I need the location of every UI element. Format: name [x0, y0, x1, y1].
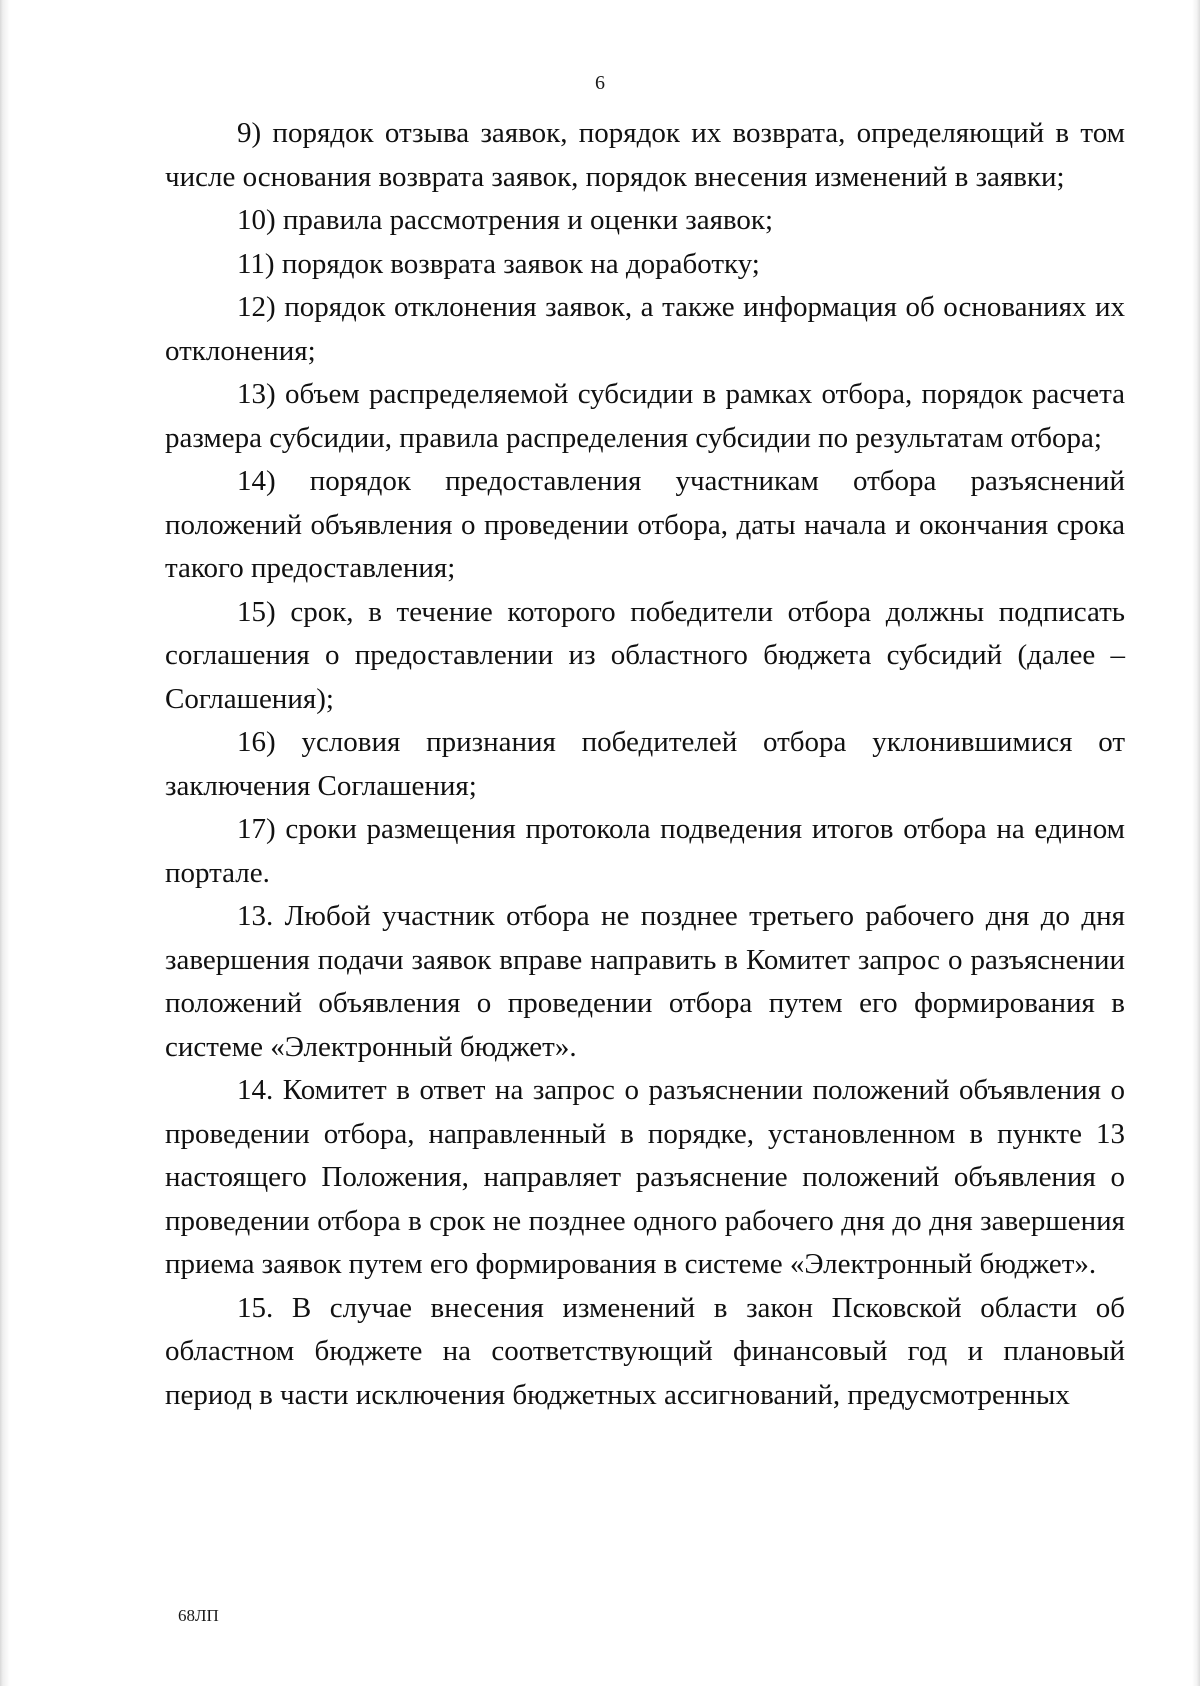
paragraph-clause-15: 15. В случае внесения изменений в закон Псковской области об областном бюджете на соответствующий финансовый год и плановый период в части исключения бюджетных ассигнований, предусмотренных	[165, 1291, 1125, 1411]
page-number: 6	[595, 72, 605, 94]
paragraph-clause-14: 14. Комитет в ответ на запрос о разъяснении положений объявления о проведении отбора, направленный в порядке, установленном в пункте 13 настоящего Положения, направляет разъяснение положений объявления о проведении отбора в срок не позднее одного рабочего дня до дня завершения приема заявок путем его формирования в системе «Электронный бюджет».	[165, 1074, 1125, 1280]
scan-edge-right	[1192, 0, 1200, 1686]
paragraph-item-17: 17) сроки размещения протокола подведения итогов отбора на едином портале.	[165, 813, 1125, 889]
paragraph-item-16: 16) условия признания победителей отбора уклонившимися от заключения Соглашения;	[165, 726, 1125, 802]
paragraph-item-12: 12) порядок отклонения заявок, а также информация об основаниях их отклонения;	[165, 291, 1125, 367]
scan-edge-left	[0, 0, 10, 1686]
footer-code: 68ЛП	[178, 1606, 219, 1625]
paragraph-item-9: 9) порядок отзыва заявок, порядок их возврата, определяющий в том числе основания возврата заявок, порядок внесения изменений в заявки;	[165, 117, 1125, 193]
paragraph-clause-13: 13. Любой участник отбора не позднее третьего рабочего дня до дня завершения подачи заявок вправе направить в Комитет запрос о разъяснении положений объявления о проведении отбора путем его формирования в системе «Электронный бюджет».	[165, 900, 1125, 1063]
paragraph-item-14: 14) порядок предоставления участникам отбора разъяснений положений объявления о проведении отбора, даты начала и окончания срока такого предоставления;	[165, 465, 1125, 584]
paragraph-item-13: 13) объем распределяемой субсидии в рамках отбора, порядок расчета размера субсидии, правила распределения субсидии по результатам отбора;	[165, 378, 1125, 454]
paragraph-item-11: 11) порядок возврата заявок на доработку;	[237, 247, 760, 280]
document-body	[165, 112, 1125, 1417]
paragraph-item-15: 15) срок, в течение которого победители отбора должны подписать соглашения о предоставлении из областного бюджета субсидий (далее – Соглашения);	[165, 595, 1125, 715]
paragraph-item-10: 10) правила рассмотрения и оценки заявок;	[237, 204, 774, 236]
